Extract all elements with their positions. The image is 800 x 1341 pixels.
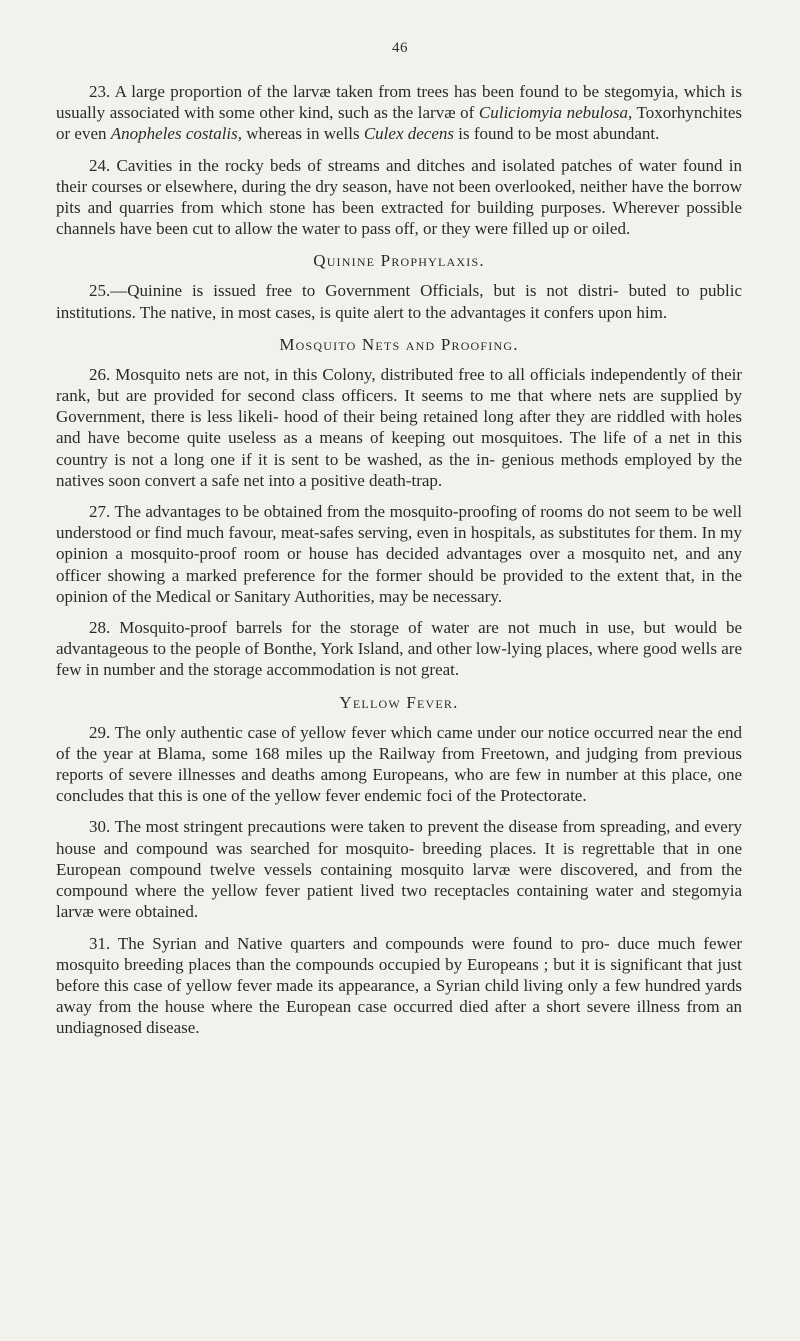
heading-quinine-prophylaxis: Quinine Prophylaxis. xyxy=(313,251,485,271)
paragraph-23-lead: 23. A large proportion of the larvæ taken from trees has been found to be stegomyia, which is usually associated with some other kind, such as the larvæ of xyxy=(56,82,742,123)
page-body xyxy=(56,81,742,1039)
paragraph-30: 30. The most stringent precautions were taken to prevent the disease from spreading, and every house and compound was searched for mosquito- breeding places. It is regrettable that in one European compound twelve vessels containing mosquito larvæ were discovered, and from the compound where the yellow fever patient lived two receptacles containing water and stegomyia larvæ were obtained. xyxy=(56,817,742,922)
species-culex: Culex decens xyxy=(363,124,454,144)
heading-mosquito-nets: Mosquito Nets and Proofing. xyxy=(279,334,519,354)
paragraph-29: 29. The only authentic case of yellow fever which came under our notice occurred near the end of the year at Blama, some 168 miles up the Railway from Freetown, and judging from previous reports of severe illnesses and deaths among Europeans, who are few in number at this place, one concludes that this is one of the yellow fever endemic foci of the Protectorate. xyxy=(56,722,742,806)
paragraph-31: 31. The Syrian and Native quarters and compounds were found to pro- duce much fewer mosquito breeding places than the compounds occupied by Europeans ; but it is significant that just before this case of yellow fever made its appearance, a Syrian child living only a few hundred yards away from the house where the European case occurred died after a short severe illness from an undiagnosed disease. xyxy=(56,933,742,1038)
paragraph-24: 24. Cavities in the rocky beds of streams and ditches and isolated patches of water found in their courses or elsewhere, during the dry season, have not been overlooked, neither have the borrow pits and quarries from which stone has been extracted for building purposes. Wherever possible channels have been cut to allow the water to pass off, or they were filled up or oiled. xyxy=(56,155,742,239)
species-anopheles: Anopheles costalis, xyxy=(110,124,243,144)
paragraph-23 xyxy=(56,81,742,145)
heading-yellow-fever: Yellow Fever. xyxy=(339,692,459,712)
paragraph-28: 28. Mosquito-proof barrels for the storage of water are not much in use, but would be advantageous to the people of Bonthe, York Island, and other low-lying places, where good wells are few in number and the storage accommodation is not great. xyxy=(56,618,742,680)
paragraph-27: 27. The advantages to be obtained from the mosquito-proofing of rooms do not seem to be well understood or find much favour, meat-safes serving, even in hospitals, as substitutes for them. In my opinion a mosquito-proof room or house has decided advantages over a mosquito net, and any officer showing a marked preference for the former should be provided to the extent that, in the opinion of the Medical or Sanitary Authorities, may be necessary. xyxy=(56,502,742,606)
paragraph-23-mid1: Toxorhynchites or even xyxy=(56,103,743,144)
species-culiciomyia: Culiciomyia nebulosa, xyxy=(478,103,633,123)
paragraph-23-tail: is found to be most abundant. xyxy=(454,124,660,144)
paragraph-25: 25.—Quinine is issued free to Government Officials, but is not distri- buted to public institutions. The native, in most cases, is quite alert to the advantages it confers upon him. xyxy=(56,281,742,322)
paragraph-23-mid2: whereas in wells xyxy=(242,124,364,144)
paragraph-26: 26. Mosquito nets are not, in this Colony, distributed free to all officials independently of their rank, but are provided for second class officers. It seems to me that where nets are supplied by Government, there is less likeli- hood of their being retained long after they are riddled with holes and have become quite useless as a means of keeping out mosquitoes. The life of a net in this country is not a long one if it is sent to be washed, as the in- genious methods employed by the natives soon convert a safe net into a positive death-trap. xyxy=(56,364,742,490)
page-number: 46 xyxy=(392,40,408,56)
